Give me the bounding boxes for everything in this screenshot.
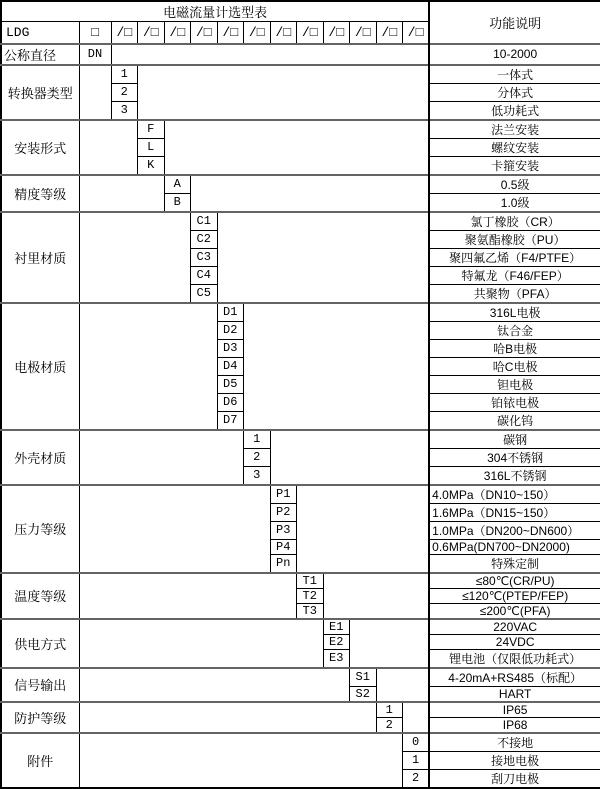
code-cell: C2 — [191, 230, 218, 248]
description-cell: 低功耗式 — [429, 101, 600, 120]
code-cell: T2 — [297, 588, 324, 603]
code-cell: S1 — [350, 668, 377, 687]
description-cell: 10-2000 — [429, 44, 600, 65]
code-cell: K — [138, 156, 165, 175]
category-label: 附件 — [1, 733, 79, 788]
category-label: 温度等级 — [1, 573, 79, 619]
code-cell: E3 — [323, 649, 350, 668]
empty-span — [191, 175, 430, 212]
code-cell: T1 — [297, 573, 324, 589]
description-cell: 螺纹安装 — [429, 138, 600, 156]
description-cell: 24VDC — [429, 634, 600, 649]
empty-span — [376, 668, 429, 702]
model-option-box: /□ — [376, 22, 403, 44]
model-option-box: /□ — [191, 22, 218, 44]
description-cell: 316L不锈钢 — [429, 466, 600, 485]
description-cell: 共聚物（PFA） — [429, 284, 600, 303]
code-cell: A — [164, 175, 191, 194]
description-cell: 316L电极 — [429, 303, 600, 322]
empty-span — [111, 44, 429, 65]
empty-span — [350, 619, 430, 668]
empty-span — [403, 702, 430, 733]
code-cell: 2 — [244, 448, 271, 466]
description-cell: 碳钢 — [429, 430, 600, 449]
category-label: 供电方式 — [1, 619, 79, 668]
code-cell: 2 — [111, 83, 138, 101]
code-cell: S2 — [350, 686, 377, 702]
model-option-box: /□ — [350, 22, 377, 44]
code-cell: C1 — [191, 212, 218, 231]
model-option-box: /□ — [217, 22, 244, 44]
code-cell: 3 — [244, 466, 271, 485]
code-cell: E2 — [323, 634, 350, 649]
description-cell: 特殊定制 — [429, 554, 600, 573]
category-label: 防护等级 — [1, 702, 79, 733]
category-label: 转换器类型 — [1, 65, 79, 120]
description-cell: 1.6MPa（DN15~150） — [429, 503, 600, 521]
code-cell: DN — [79, 44, 111, 65]
description-cell: 1.0MPa（DN200~DN600） — [429, 521, 600, 539]
model-option-box: /□ — [111, 22, 138, 44]
category-label: 信号输出 — [1, 668, 79, 702]
description-cell: IP68 — [429, 717, 600, 733]
empty-span — [79, 212, 191, 303]
model-prefix: LDG — [1, 22, 79, 44]
code-cell: 2 — [403, 769, 430, 788]
model-option-box: /□ — [323, 22, 350, 44]
code-cell: C4 — [191, 266, 218, 284]
empty-span — [79, 175, 164, 212]
description-cell: ≤120℃(PTEP/FEP) — [429, 588, 600, 603]
empty-span — [79, 485, 270, 573]
code-cell: D4 — [217, 357, 244, 375]
description-cell: 0.6MPa(DN700~DN2000) — [429, 539, 600, 554]
category-label: 精度等级 — [1, 175, 79, 212]
code-cell: 0 — [403, 733, 430, 752]
code-cell: P4 — [270, 539, 297, 554]
empty-span — [217, 212, 429, 303]
description-cell: 4-20mA+RS485（标配） — [429, 668, 600, 687]
description-cell: 一体式 — [429, 65, 600, 84]
code-cell: Pn — [270, 554, 297, 573]
code-cell: D7 — [217, 411, 244, 430]
description-cell: 0.5级 — [429, 175, 600, 194]
description-cell: 刮刀电极 — [429, 769, 600, 788]
description-cell: 304不锈钢 — [429, 448, 600, 466]
category-label: 外壳材质 — [1, 430, 79, 485]
empty-span — [79, 303, 217, 430]
description-cell: 哈B电极 — [429, 339, 600, 357]
code-cell: 3 — [111, 101, 138, 120]
code-cell: P2 — [270, 503, 297, 521]
description-cell: 接地电极 — [429, 751, 600, 769]
description-cell: ≤80℃(CR/PU) — [429, 573, 600, 589]
code-cell: 1 — [376, 702, 403, 718]
function-column-header: 功能说明 — [429, 1, 600, 44]
empty-span — [79, 668, 350, 702]
model-option-box: /□ — [244, 22, 271, 44]
empty-span — [164, 120, 429, 175]
description-cell: 铂铱电极 — [429, 393, 600, 411]
empty-span — [79, 733, 403, 788]
code-cell: C3 — [191, 248, 218, 266]
model-option-box: /□ — [138, 22, 165, 44]
description-cell: 锂电池（仅限低功耗式） — [429, 649, 600, 668]
description-cell: 分体式 — [429, 83, 600, 101]
description-cell: 哈C电极 — [429, 357, 600, 375]
code-cell: D2 — [217, 321, 244, 339]
model-base-box: □ — [79, 22, 111, 44]
code-cell: 1 — [244, 430, 271, 449]
code-cell: D5 — [217, 375, 244, 393]
model-option-box: /□ — [164, 22, 191, 44]
empty-span — [138, 65, 430, 120]
description-cell: 钽电极 — [429, 375, 600, 393]
empty-span — [297, 485, 430, 573]
code-cell: D1 — [217, 303, 244, 322]
empty-span — [79, 702, 376, 733]
empty-span — [270, 430, 429, 485]
empty-span — [79, 430, 244, 485]
description-cell: HART — [429, 686, 600, 702]
code-cell: 1 — [403, 751, 430, 769]
category-label: 安装形式 — [1, 120, 79, 175]
description-cell: 4.0MPa（DN10~150） — [429, 485, 600, 504]
code-cell: D6 — [217, 393, 244, 411]
code-cell: E1 — [323, 619, 350, 635]
description-cell: 不接地 — [429, 733, 600, 752]
code-cell: 1 — [111, 65, 138, 84]
category-label: 衬里材质 — [1, 212, 79, 303]
category-label: 公称直径 — [1, 44, 79, 65]
description-cell: 特氟龙（F46/FEP） — [429, 266, 600, 284]
code-cell: L — [138, 138, 165, 156]
description-cell: IP65 — [429, 702, 600, 718]
model-option-box: /□ — [403, 22, 430, 44]
empty-span — [323, 573, 429, 619]
empty-span — [244, 303, 430, 430]
category-label: 压力等级 — [1, 485, 79, 573]
model-option-box: /□ — [270, 22, 297, 44]
description-cell: 聚氨酯橡胶（PU） — [429, 230, 600, 248]
table-title: 电磁流量计选型表 — [1, 1, 429, 22]
description-cell: 氯丁橡胶（CR） — [429, 212, 600, 231]
code-cell: T3 — [297, 603, 324, 619]
description-cell: 聚四氟乙烯（F4/PTFE） — [429, 248, 600, 266]
model-option-box: /□ — [297, 22, 324, 44]
empty-span — [79, 573, 297, 619]
empty-span — [79, 120, 138, 175]
code-cell: P3 — [270, 521, 297, 539]
description-cell: 法兰安装 — [429, 120, 600, 139]
description-cell: 碳化钨 — [429, 411, 600, 430]
code-cell: 2 — [376, 717, 403, 733]
description-cell: 220VAC — [429, 619, 600, 635]
description-cell: 钛合金 — [429, 321, 600, 339]
empty-span — [79, 619, 323, 668]
code-cell: C5 — [191, 284, 218, 303]
description-cell: ≤200℃(PFA) — [429, 603, 600, 619]
empty-span — [79, 65, 111, 120]
description-cell: 卡箍安装 — [429, 156, 600, 175]
code-cell: B — [164, 193, 191, 212]
code-cell: P1 — [270, 485, 297, 504]
code-cell: F — [138, 120, 165, 139]
category-label: 电极材质 — [1, 303, 79, 430]
description-cell: 1.0级 — [429, 193, 600, 212]
code-cell: D3 — [217, 339, 244, 357]
